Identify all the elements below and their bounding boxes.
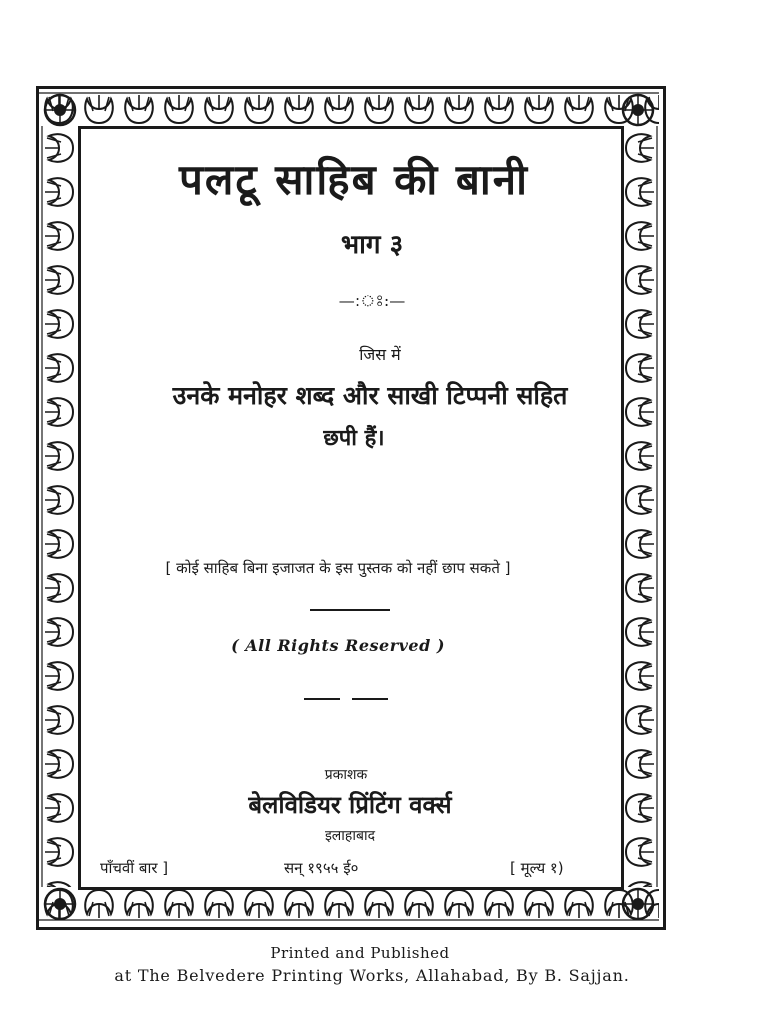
corner-rosette-top-left [38, 88, 82, 132]
divider-ornament: —:ঃ:— [338, 291, 406, 310]
part-number: भाग ३ [340, 230, 404, 260]
publisher-city: इलाहाबाद [324, 828, 376, 844]
copyright-notice: [ कोई साहिब बिना इजाजत के इस पुस्तक को नहीं छाप सकते ] [165, 559, 511, 577]
imprint-line-2: at The Belvedere Printing Works, Allahabad, By B. Sajjan. [114, 966, 630, 985]
intro-text: जिस में [359, 345, 401, 364]
corner-rosette-bottom-right [616, 882, 660, 926]
publisher-name: बेलविडियर प्रिंटिंग वर्क्स [248, 791, 452, 819]
imprint-line-1: Printed and Published [270, 944, 450, 962]
edition-note: पाँचवीं बार ] [100, 859, 169, 877]
divider-rule-right [352, 698, 388, 700]
subtitle-line-1: उनके मनोहर शब्द और साखी टिप्पनी सहित [172, 381, 568, 410]
publication-year: सन् १९५५ ई० [284, 859, 359, 877]
subtitle-line-2: छपी हैं। [323, 426, 385, 451]
price-note: [ मूल्य १) [510, 859, 564, 877]
divider-rule-left [304, 698, 340, 700]
publisher-label: प्रकाशक [324, 767, 368, 783]
book-title: पलटू साहिब की बानी [179, 155, 529, 204]
rights-reserved: ( All Rights Reserved ) [231, 636, 445, 655]
corner-rosette-top-right [616, 88, 660, 132]
divider-rule [310, 609, 390, 611]
corner-rosette-bottom-left [38, 882, 82, 926]
ornament-strip-bottom [39, 887, 663, 924]
ornament-strip-top [39, 89, 663, 126]
